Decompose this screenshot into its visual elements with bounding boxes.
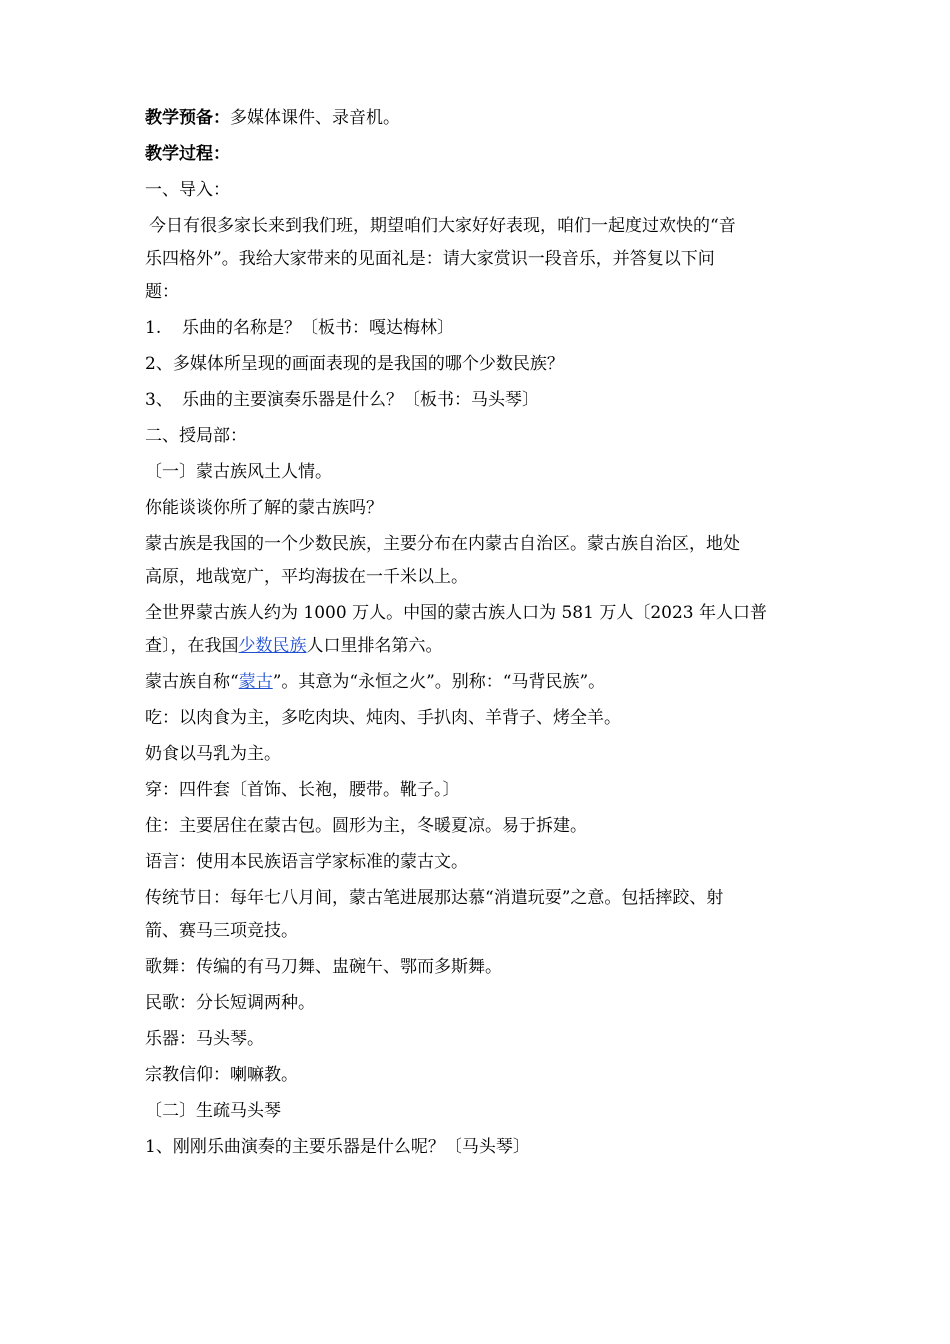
clothing-line: 穿：四件套〔首饰、长袍，腰带。靴子。〕: [145, 780, 460, 800]
distribution-line-2: 高原，地哉宽广，平均海拔在一千米以上。: [145, 567, 468, 587]
population-line-2: [145, 630, 815, 663]
document-body: [145, 102, 815, 1164]
question-3-text: 乐曲的主要演奏乐器是什么？〔板书：马头琴〕: [182, 390, 539, 410]
question-3: [145, 384, 815, 417]
mongol-link[interactable]: 蒙古: [238, 672, 273, 692]
prep-line: [145, 102, 815, 135]
population-line-1: 全世界蒙古族人约为 1000 万人。中国的蒙古族人口为 581 万人〔2023 年人口普: [145, 603, 767, 623]
intro-heading: 一、导入：: [145, 180, 230, 200]
distribution-line-1: 蒙古族是我国的一个少数民族，主要分布在内蒙古自治区。蒙古族自治区，地处: [145, 534, 740, 554]
question-1-text: 乐曲的名称是？〔板书：嘎达梅林〕: [182, 318, 454, 338]
population-text-a: 查〕，在我国: [145, 636, 239, 656]
intro-paragraph-line-3: 题：: [145, 282, 179, 302]
dairy-line: 奶食以马乳为主。: [145, 744, 281, 764]
instrument-line: 乐器：马头琴。: [145, 1029, 264, 1049]
self-name-text-b: ”。其意为“永恒之火”。别称：“马背民族”。: [272, 672, 606, 692]
self-name-text-a: 蒙古族自称“: [145, 672, 239, 692]
discussion-question: 你能谈谈你所了解的蒙古族吗？: [145, 498, 383, 518]
ethnic-minority-link[interactable]: 少数民族: [238, 636, 307, 656]
language-line: 语言：使用本民族语言学家标准的蒙古文。: [145, 852, 468, 872]
prep-label: 教学预备：: [145, 108, 230, 128]
section-1-heading: 〔一〕蒙古族风土人情。: [145, 462, 332, 482]
process-label: 教学过程：: [145, 144, 230, 164]
dance-line: 歌舞：传编的有马刀舞、盅碗午、鄂而多斯舞。: [145, 957, 502, 977]
food-line: 吃：以肉食为主，多吃肉块、炖肉、手扒肉、羊背子、烤全羊。: [145, 708, 621, 728]
population-text-b: 人口里排名第六。: [306, 636, 443, 656]
prep-text: 多媒体课件、录音机。: [230, 108, 400, 128]
question-1: [145, 312, 815, 345]
housing-line: 住：主要居住在蒙古包。圆形为主，冬暖夏凉。易于拆建。: [145, 816, 587, 836]
instrument-question: 1、刚刚乐曲演奏的主要乐器是什么呢？〔马头琴〕: [145, 1137, 530, 1157]
lesson-heading: 二、授局部：: [145, 426, 247, 446]
intro-paragraph-line-2: 乐四格外”。我给大家带来的见面礼是：请大家赏识一段音乐，并答复以下问: [145, 249, 715, 269]
intro-paragraph-line-1: 今日有很多家长来到我们班，期望咱们大家好好表现，咱们一起度过欢快的“音: [149, 216, 736, 236]
question-2: 2、多媒体所呈现的画面表现的是我国的哪个少数民族？: [145, 354, 564, 374]
festival-line-2: 箭、赛马三项竞技。: [145, 921, 298, 941]
folk-song-line: 民歌：分长短调两种。: [145, 993, 315, 1013]
self-name-line: [145, 666, 815, 699]
question-3-number: 3、: [145, 390, 173, 410]
religion-line: 宗教信仰：喇嘛教。: [145, 1065, 298, 1085]
question-1-number: 1.: [145, 318, 162, 338]
section-2-heading: 〔二〕生疏马头琴: [145, 1101, 281, 1121]
festival-line-1: 传统节日：每年七八月间，蒙古笔进展那达慕“消遣玩耍”之意。包括摔跤、射: [145, 888, 724, 908]
